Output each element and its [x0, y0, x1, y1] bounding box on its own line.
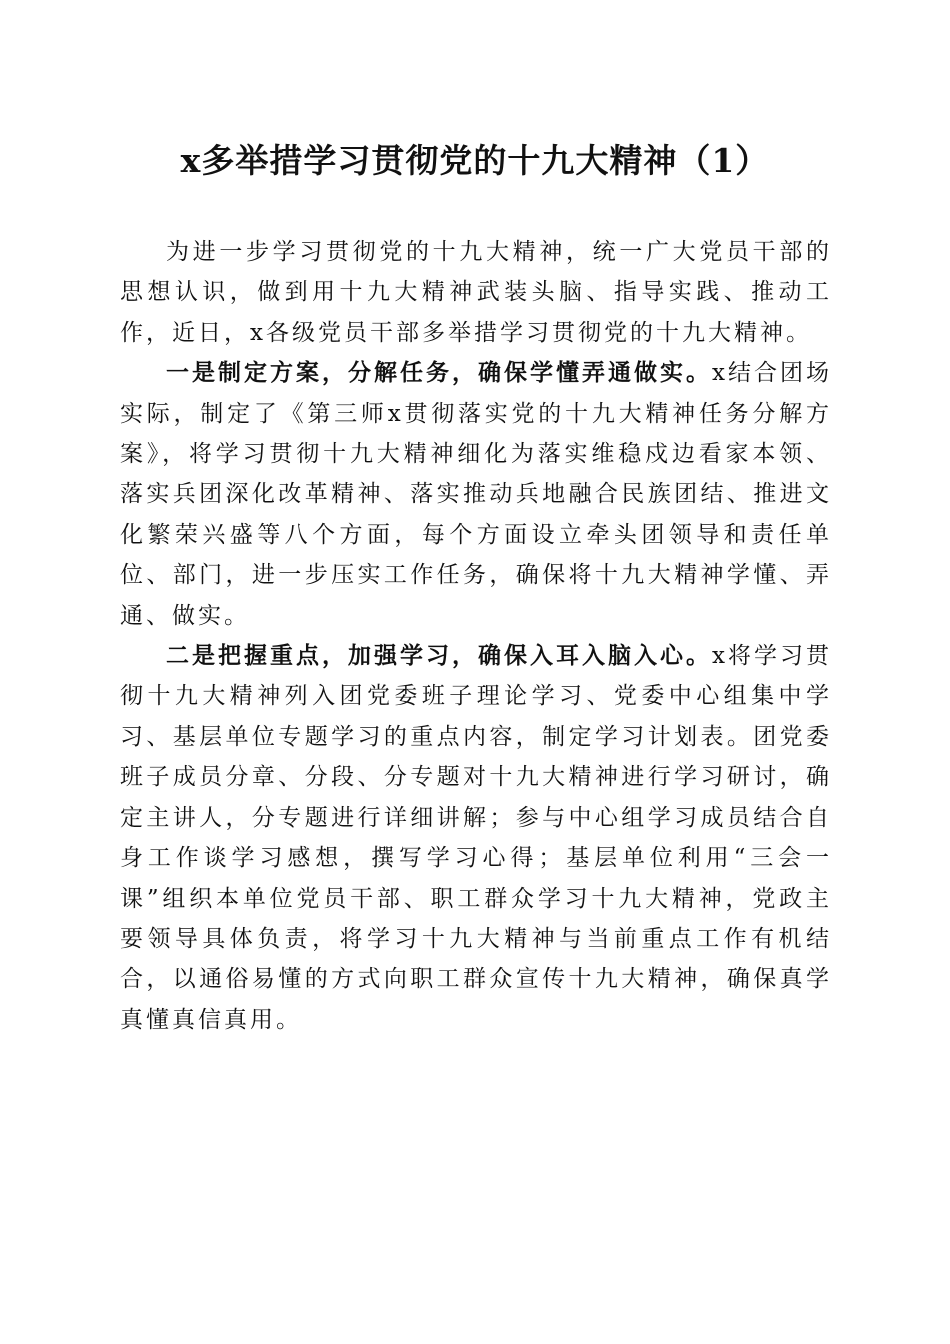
document-title: x多举措学习贯彻党的十九大精神（1）: [180, 141, 770, 180]
paragraph-text: 为进一步学习贯彻党的十九大精神，统一广大党员干部的思想认识，做到用十九大精神武装头脑、指导实践、推动工作，近日，x各级党员干部多举措学习贯彻党的十九大精神。: [120, 239, 832, 346]
paragraph-intro: [120, 232, 832, 353]
paragraph-lead-heading: 一是制定方案，分解任务，确保学懂弄通做实。: [166, 359, 713, 387]
paragraph-point-one: [120, 353, 832, 636]
paragraph-text: x将学习贯彻十九大精神列入团党委班子理论学习、党委中心组集中学习、基层单位专题学习的重点内容，制定学习计划表。团党委班子成员分章、分段、分专题对十九大精神进行学习研讨，确定主讲人，分专题进行详细讲解；参与中心组学习成员结合自身工作谈学习感想，撰写学习心得；基层单位利用“三会一课”组织本单位党员干部、职工群众学习十九大精神，党政主要领导具体负责，将学习十九大精神与当前重点工作有机结合，以通俗易懂的方式向职工群众宣传十九大精神，确保真学真懂真信真用。: [120, 643, 832, 1033]
paragraph-text: x结合团场实际，制定了《第三师x贯彻落实党的十九大精神任务分解方案》，将学习贯彻十九大精神细化为落实维稳戍边看家本领、落实兵团深化改革精神、落实推动兵地融合民族团结、推进文化繁荣兴盛等八个方面，每个方面设立牵头团领导和责任单位、部门，进一步压实工作任务，确保将十九大精神学懂、弄通、做实。: [120, 360, 832, 629]
document-body: [120, 232, 832, 1040]
paragraph-point-two: [120, 636, 832, 1040]
paragraph-lead-heading: 二是把握重点，加强学习，确保入耳入脑入心。: [166, 642, 713, 670]
